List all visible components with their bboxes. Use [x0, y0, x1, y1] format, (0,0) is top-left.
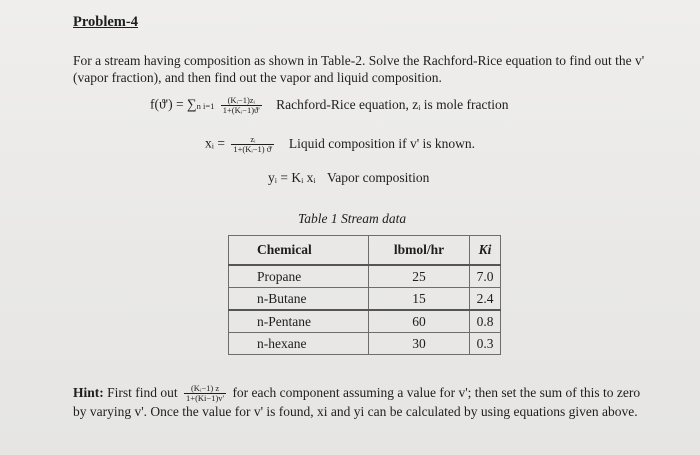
- vapor-expr: yᵢ = Kᵢ xᵢ: [268, 170, 316, 185]
- rachford-rice-equation: [150, 96, 509, 115]
- table-row: [229, 288, 501, 311]
- table-caption: Table 1 Stream data: [298, 211, 407, 226]
- table-row: [229, 265, 501, 288]
- table-row: [229, 310, 501, 333]
- cell-chemical: n-hexane: [229, 333, 369, 355]
- cell-k: 2.4: [470, 288, 501, 311]
- rr-denominator: 1+(Kᵢ−1)ϑ': [222, 105, 260, 115]
- cell-chemical: Propane: [229, 265, 369, 288]
- cell-flow: 60: [369, 310, 470, 333]
- cell-k: 7.0: [470, 265, 501, 288]
- rr-fraction: [221, 96, 262, 115]
- stream-data-table: [228, 235, 501, 355]
- table-header-row: [229, 236, 501, 266]
- header-chemical: Chemical: [229, 236, 369, 266]
- header-flow: lbmol/hr: [369, 236, 470, 266]
- cell-chemical: n-Pentane: [229, 310, 369, 333]
- cell-flow: 15: [369, 288, 470, 311]
- rr-numerator: (Kᵢ−1)zᵢ: [227, 95, 255, 105]
- hint-part2: for each component assuming a value for v'; then set the sum of this to zero by varying v'. Once the value for v' is found, xi and yi can be calculated by using equations given above.: [73, 385, 641, 420]
- vapor-composition-equation: [268, 170, 429, 186]
- problem-statement: For a stream having composition as shown in Table-2. Solve the Rachford-Rice equation to find out the v' (vapor fraction), and then find out the vapor and liquid composition.: [73, 53, 645, 85]
- cell-k: 0.8: [470, 310, 501, 333]
- liquid-denominator: 1+(Kᵢ−1) ϑ': [233, 144, 273, 154]
- hint-fraction: [184, 384, 226, 403]
- header-k: Ki: [470, 236, 501, 266]
- rr-lhs: f(ϑ') = ∑: [150, 96, 197, 112]
- problem-title: Problem-4: [73, 14, 138, 30]
- rr-sum-limits: n i=1: [196, 100, 215, 111]
- liquid-note: Liquid composition if v' is known.: [288, 135, 476, 151]
- cell-flow: 30: [369, 333, 470, 355]
- liquid-numerator: zᵢ: [250, 134, 256, 144]
- liquid-lhs: xᵢ =: [205, 135, 225, 151]
- table-row: [229, 333, 501, 355]
- hint-label: Hint:: [73, 385, 104, 400]
- cell-chemical: n-Butane: [229, 288, 369, 311]
- cell-flow: 25: [369, 265, 470, 288]
- hint-numerator: (Kᵢ−1) z: [190, 383, 220, 394]
- liquid-composition-equation: [205, 135, 475, 154]
- rr-note: Rachford-Rice equation, zᵢ is mole fraction: [276, 96, 509, 112]
- liquid-fraction: [231, 135, 274, 154]
- hint-denominator: 1+(Ki−1)v': [186, 393, 225, 404]
- vapor-note: Vapor composition: [327, 170, 430, 185]
- hint-part1: First find out: [107, 385, 178, 400]
- hint-paragraph: [73, 384, 653, 420]
- cell-k: 0.3: [470, 333, 501, 355]
